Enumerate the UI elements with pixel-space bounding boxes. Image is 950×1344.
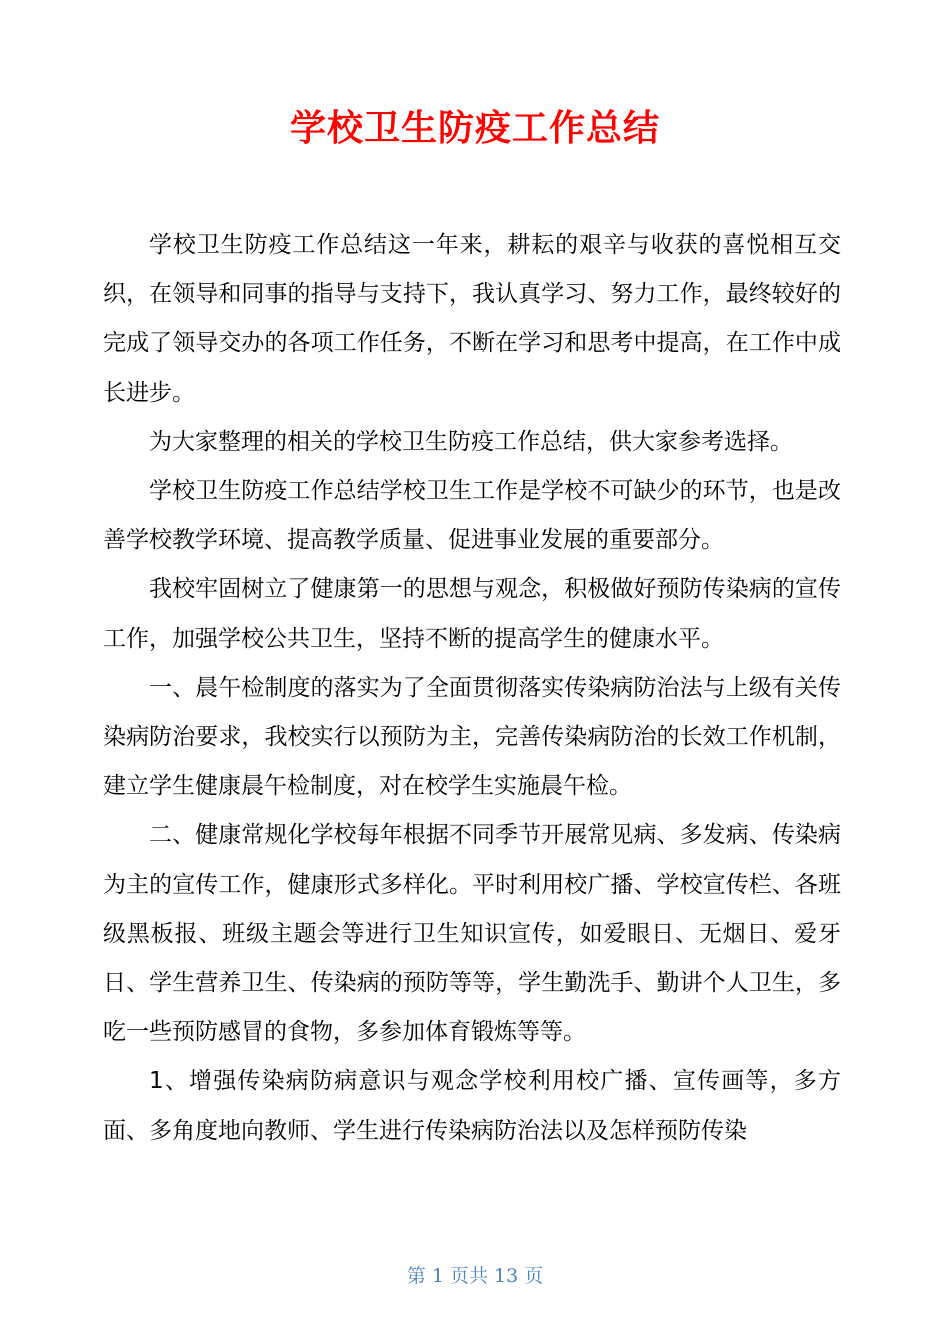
paragraph-school-hygiene: 学校卫生防疫工作总结学校卫生工作是学校不可缺少的环节，也是改善学校教学环境、提高教学质量、促进事业发展的重要部分。 <box>103 478 841 554</box>
page-number-footer: 第 1 页共 13 页 <box>406 1265 544 1287</box>
paragraph-section-one: 一、晨午检制度的落实为了全面贯彻落实传染病防治法与上级有关传染病防治要求，我校实行以预防为主，完善传染病防治的长效工作机制，建立学生健康晨午检制度，对在校学生实施晨午检。 <box>103 674 841 800</box>
document-body <box>103 221 841 1156</box>
paragraph-intro: 学校卫生防疫工作总结这一年来，耕耘的艰辛与收获的喜悦相互交织，在领导和同事的指导与支持下，我认真学习、努力工作，最终较好的完成了领导交办的各项工作任务，不断在学习和思考中提高，在工作中成长进步。 <box>103 232 841 406</box>
paragraph-item-one: 1、增强传染病防病意识与观念学校利用校广播、宣传画等，多方面、多角度地向教师、学生进行传染病防治法以及怎样预防传染 <box>103 1068 841 1144</box>
document-title: 学校卫生防疫工作总结 <box>289 108 660 149</box>
paragraph-section-two: 二、健康常规化学校每年根据不同季节开展常见病、多发病、传染病为主的宣传工作，健康形式多样化。平时利用校广播、学校宣传栏、各班级黑板报、班级主题会等进行卫生知识宣传，如爱眼日、无烟日、爱牙日、学生营养卫生、传染病的预防等等，学生勤洗手、勤讲个人卫生，多吃一些预防感冒的食物，多参加体育锻炼等等。 <box>103 822 841 1046</box>
paragraph-health-first: 我校牢固树立了健康第一的思想与观念，积极做好预防传染病的宣传工作，加强学校公共卫生，坚持不断的提高学生的健康水平。 <box>103 576 841 652</box>
paragraph-reference: 为大家整理的相关的学校卫生防疫工作总结，供大家参考选择。 <box>149 428 793 455</box>
